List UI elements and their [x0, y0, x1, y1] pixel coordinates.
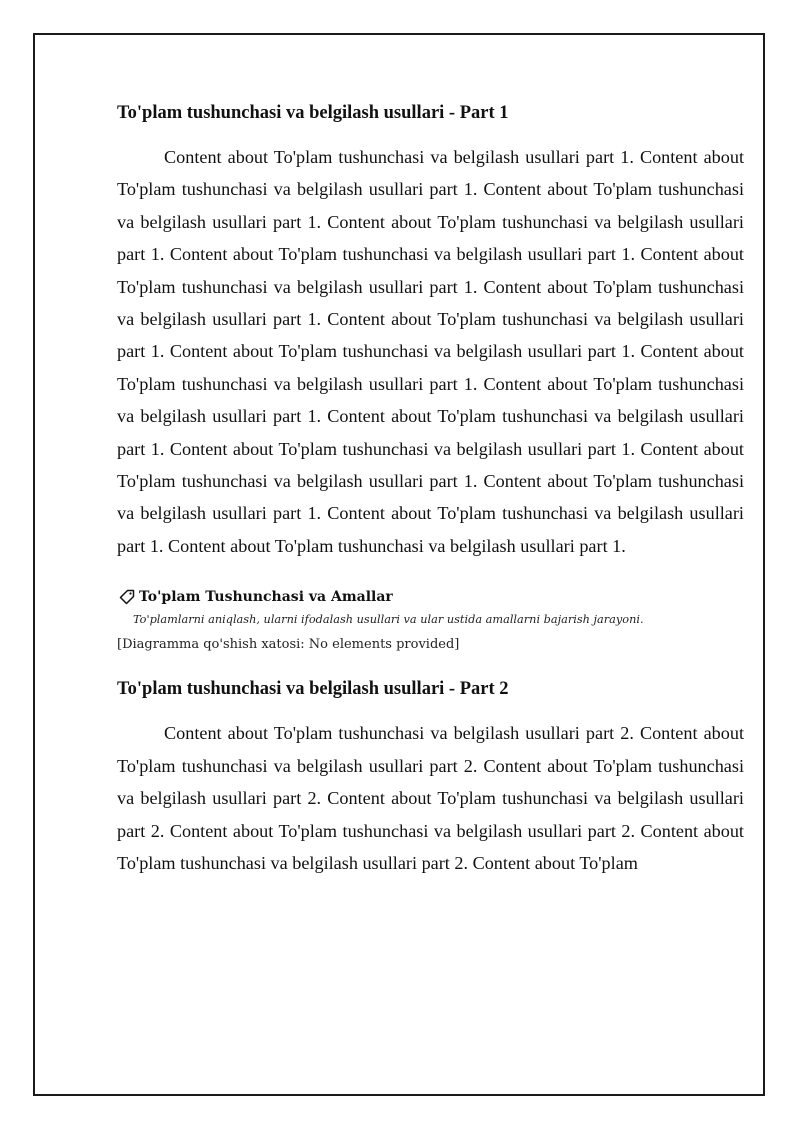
diagram-description: To'plamlarni aniqlash, ularni ifodalash usullari va ular ustida amallarni bajarish jarayoni. — [133, 613, 644, 627]
diagram-title-row — [117, 586, 744, 608]
body-paragraph-part-1: Content about To'plam tushunchasi va belgilash usullari part 1. Content about To'plam tushunchasi va belgilash usullari part 1. Content about To'plam tushunchasi va belgilash usullari part 1. Content about To'plam tushunchasi va belgilash usullari part 1. Content about To'plam tushunchasi va belgilash usullari part 1. Content about To'plam tushunchasi va belgilash usullari part 1. Content about To'plam tushunchasi va belgilash usullari part 1. Content about To'plam tushunchasi va belgilash usullari part 1. Content about To'plam tushunchasi va belgilash usullari part 1. Content about To'plam tushunchasi va belgilash usullari part 1. Content about To'plam tushunchasi va belgilash usullari part 1. Content about To'plam tushunchasi va belgilash usullari part 1. Content about To'plam tushunchasi va belgilash usullari part 1. Content about To'plam tushunchasi va belgilash usullari part 1. Content about To'plam tushunchasi va belgilash usullari part 1. Content about To'plam tushunchasi va belgilash usullari part 1. Content about To'plam tushunchasi va belgilash usullari part 1. — [117, 147, 744, 556]
body-paragraph-part-2: Content about To'plam tushunchasi va belgilash usullari part 2. Content about To'plam tushunchasi va belgilash usullari part 2. Content about To'plam tushunchasi va belgilash usullari part 2. Content about To'plam tushunchasi va belgilash usullari part 2. Content about To'plam tushunchasi va belgilash usullari part 2. Content about To'plam tushunchasi va belgilash usullari part 2. Content about To'plam — [117, 723, 744, 873]
tag-icon — [117, 588, 135, 606]
diagram-title: To'plam Tushunchasi va Amallar — [139, 589, 393, 606]
document-content — [117, 101, 744, 879]
diagram-error-message: [Diagramma qo'shish xatosi: No elements provided] — [117, 637, 460, 653]
page-frame — [33, 33, 765, 1096]
section-heading-part-2: To'plam tushunchasi va belgilash usullari - Part 2 — [117, 679, 509, 700]
diagram-block — [117, 586, 744, 654]
section-heading-part-1: To'plam tushunchasi va belgilash usullari - Part 1 — [117, 103, 509, 123]
